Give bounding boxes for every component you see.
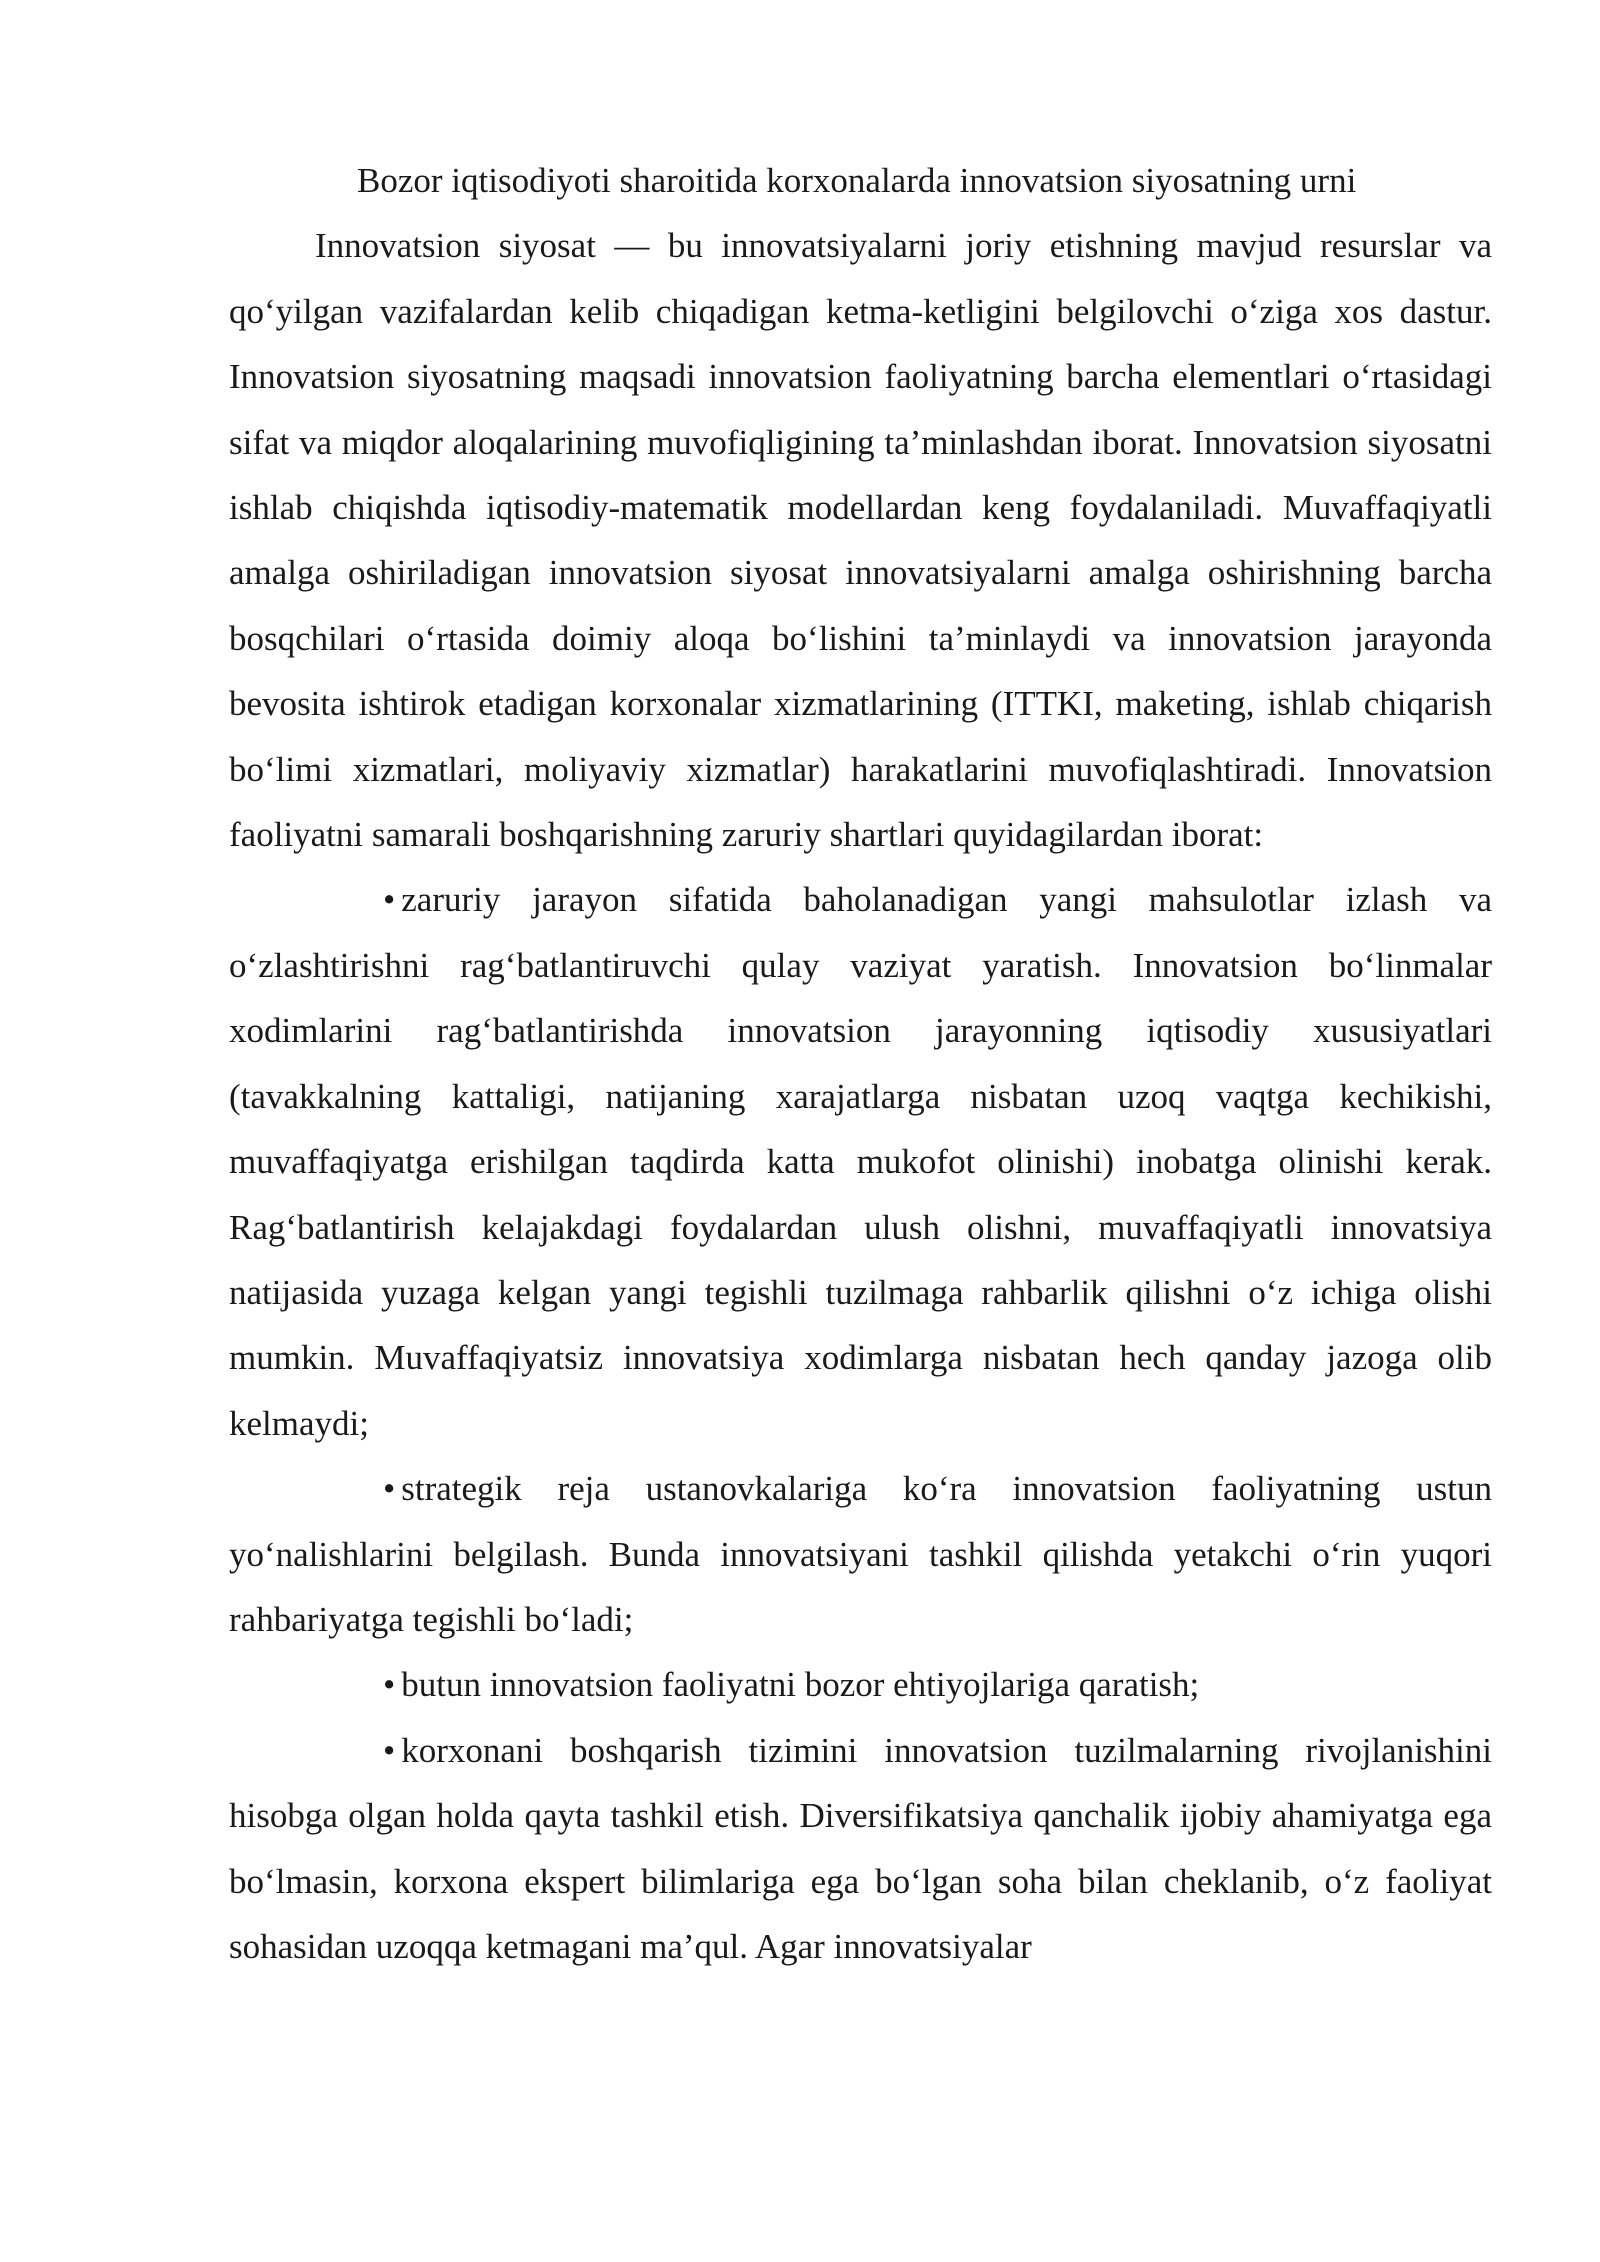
bullet-icon: •	[383, 1469, 396, 1509]
bullet-item	[229, 1652, 1492, 1717]
bullet-item	[229, 1718, 1492, 1980]
bullet-text: zaruriy jarayon sifatida baholanadigan yangi mahsulotlar izlash va o‘zlashtirishni rag‘batlantiruvchi qulay vaziyat yaratish. Innovatsion bo‘linmalar xodimlarini rag‘batlantirishda innovatsion jarayonning iqtisodiy xususiyatlari (tavakkalning kattaligi, natijaning xarajatlarga nisbatan uzoq vaqtga kechikishi, muvaffaqiyatga erishilgan taqdirda katta mukofot olinishi) inobatga olinishi kerak. Rag‘batlantirish kelajakdagi foydalardan ulush olishni, muvaffaqiyatli innovatsiya natijasida yuzaga kelgan yangi tegishli tuzilmaga rahbarlik qilishni o‘z ichiga olishi mumkin. Muvaffaqiyatsiz innovatsiya xodimlarga nisbatan hech qanday jazoga olib kelmaydi;	[229, 880, 1492, 1443]
bullet-text: butun innovatsion faoliyatni bozor ehtiyojlariga qaratish;	[401, 1665, 1200, 1705]
intro-paragraph: Innovatsion siyosat — bu innovatsiyalarni joriy etishning mavjud resurslar va qo‘yilgan vazifalardan kelib chiqadigan ketma-ketligini belgilovchi o‘ziga xos dastur. Innovatsion siyosatning maqsadi innovatsion faoliyatning barcha elementlari o‘rtasidagi sifat va miqdor aloqalarining muvofiqligining ta’minlashdan iborat. Innovatsion siyosatni ishlab chiqishda iqtisodiy-matematik modellardan keng foydalaniladi. Muvaffaqiyatli amalga oshiriladigan innovatsion siyosat innovatsiyalarni amalga oshirishning barcha bosqchilari o‘rtasida doimiy aloqa bo‘lishini ta’minlaydi va innovatsion jarayonda bevosita ishtirok etadigan korxonalar xizmatlarining (ITTKI, maketing, ishlab chiqarish bo‘limi xizmatlari, moliyaviy xizmatlar) harakatlarini muvofiqlashtiradi. Innovatsion faoliyatni samarali boshqarishning zaruriy shartlari quyidagilardan iborat:	[229, 226, 1492, 855]
bullet-icon: •	[383, 880, 396, 920]
bullet-icon: •	[383, 1665, 396, 1705]
document-title: Bozor iqtisodiyoti sharoitida korxonalarda innovatsion siyosatning urni	[357, 161, 1357, 200]
bullet-item	[229, 867, 1492, 1456]
bullet-item	[229, 1456, 1492, 1652]
bullet-icon: •	[383, 1730, 396, 1770]
bullet-text: korxonani boshqarish tizimini innovatsion tuzilmalarning rivojlanishini hisobga olgan holda qayta tashkil etish. Diversifikatsiya qanchalik ijobiy ahamiyatga ega bo‘lmasin, korxona ekspert bilimlariga ega bo‘lgan soha bilan cheklanib, o‘z faoliyat sohasidan uzoqqa ketmagani ma’qul. Agar innovatsiyalar	[229, 1730, 1492, 1966]
document-body	[229, 148, 1492, 1979]
bullet-text: strategik reja ustanovkalariga ko‘ra innovatsion faoliyatning ustun yo‘nalishlarini belgilash. Bunda innovatsiyani tashkil qilishda yetakchi o‘rin yuqori rahbariyatga tegishli bo‘ladi;	[229, 1469, 1492, 1639]
